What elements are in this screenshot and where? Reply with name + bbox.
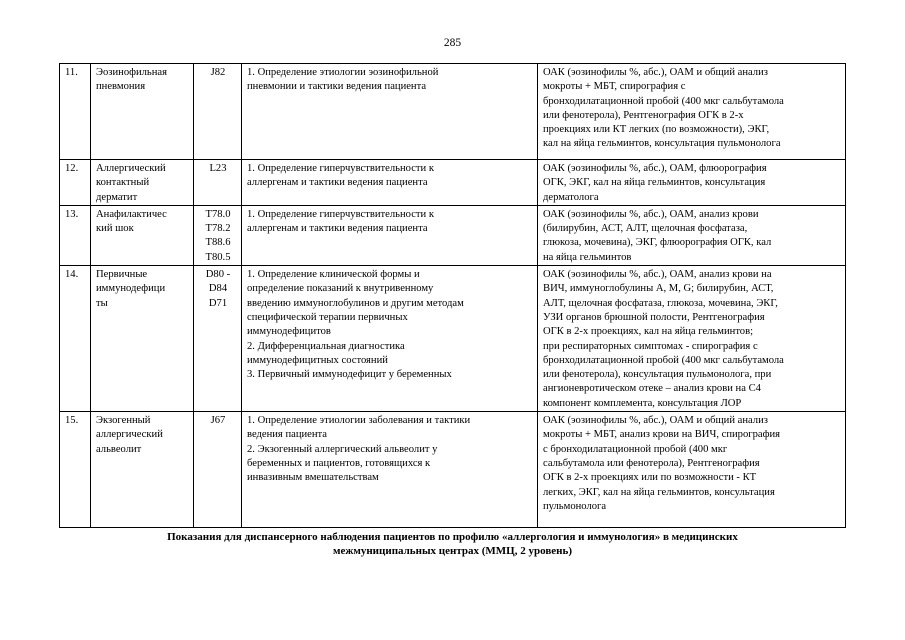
observation-purpose-line: 1. Определение клинической формы и [247,269,420,281]
disease-name-line: кий шок [96,223,134,235]
examinations-line: ОАК (эозинофилы %, абс.), ОАМ, анализ крови на [543,269,772,281]
icd-code-cell [194,412,242,528]
disease-name-cell [91,160,194,206]
examinations-line: АЛТ, щелочная фосфатаза, глюкоза, мочевина, ЭКГ, [543,297,778,309]
disease-name-cell [91,266,194,412]
examinations-line: ОАК (эозинофилы %, абс.), ОАМ и общий анализ [543,67,768,78]
row-number-cell [60,64,91,160]
examinations-line: (билирубин, АСТ, АЛТ, щелочная фосфатаза, [543,223,748,235]
section-heading-line: межмуниципальных центрах (ММЦ, 2 уровень) [333,545,572,557]
examinations-cell [538,160,846,206]
examinations-line: бронходилатационной пробой (400 мкг сальбутамола [543,354,784,366]
disease-name-line: альвеолит [96,443,142,455]
examinations-line: ОГК в 2-х проекциях, кал на яйца гельминтов; [543,326,754,338]
observation-purpose-line: пневмонии и тактики ведения пациента [247,81,427,93]
examinations-line: ОГК в 2-х проекциях или по возможности - КТ [543,472,757,484]
icd-code-line: L23 [209,163,227,174]
icd-code-line: T78.2 [205,223,231,235]
observation-purpose-cell [242,205,538,265]
examinations-line: пульмонолога [543,500,607,512]
row-number-cell [60,412,91,528]
examinations-line: сальбутамола или фенотерола), Рентгенография [543,457,760,469]
examinations-line: ОАК (эозинофилы %, абс.), ОАМ, флюорография [543,163,767,174]
examinations-line: компонент комплемента, консультация ЛОР [543,397,742,409]
observation-purpose-line: специфической терапии первичных [247,311,408,323]
table-row [60,412,846,528]
observation-purpose-line: 2. Дифференциальная диагностика [247,340,405,352]
examinations-line: мокроты + МБТ, спирография с [543,81,686,93]
examinations-line: или фенотерола), Рентгенография ОГК в 2-х [543,109,744,121]
disease-name-cell [91,205,194,265]
observation-purpose-line: беременных и пациентов, готовящихся к [247,457,431,469]
disease-name-line: иммунодефици [96,283,166,295]
disease-name-line: Аллергический [96,163,166,174]
examinations-line: дерматолога [543,191,599,203]
disease-name-line: ты [96,297,108,309]
disease-name-line: Эозинофильная [96,67,168,78]
examinations-line: на яйца гельминтов [543,251,632,263]
observation-purpose-line: введению иммуноглобулинов и другим методам [247,297,464,309]
icd-code-line: J67 [210,415,226,427]
examinations-line: кал на яйца гельминтов, консультация пульмонолога [543,138,781,150]
row-number: 13. [65,208,79,220]
disease-name-line: аллергический [96,429,163,441]
table-row [60,266,846,412]
table-row [60,64,846,160]
examinations-cell [538,205,846,265]
observation-purpose-line: аллергенам и тактики ведения пациента [247,223,428,235]
icd-code-cell [194,205,242,265]
page-number: 285 [443,37,462,49]
examinations-line: мокроты + МБТ, анализ крови на ВИЧ, спирография [543,429,781,441]
disease-name-cell [91,64,194,160]
icd-code-line: D71 [208,297,228,309]
observation-purpose-line: определение показаний к внутривенному [247,283,434,295]
row-number: 11. [65,67,78,78]
examinations-line: с бронходилатационной пробой (400 мкг [543,443,728,455]
table-body [60,64,846,528]
observation-purpose-line: 2. Экзогенный аллергический альвеолит у [247,443,438,455]
examinations-line: УЗИ органов брюшной полости, Рентгенография [543,311,765,323]
row-number-cell [60,160,91,206]
examinations-line: ОАК (эозинофилы %, абс.), ОАМ, анализ крови [543,208,759,220]
row-number: 12. [65,163,79,174]
row-number: 15. [65,415,79,427]
examinations-line: бронходилатационной пробой (400 мкг сальбутамола [543,95,784,107]
observation-purpose-cell [242,266,538,412]
icd-code-cell [194,64,242,160]
examinations-line: ОГК, ЭКГ, кал на яйца гельминтов, консультация [543,177,766,189]
examinations-cell [538,412,846,528]
table-row [60,160,846,206]
observation-purpose-line: ведения пациента [247,429,327,441]
icd-code-line: T80.5 [205,251,231,263]
section-heading-line: Показания для диспансерного наблюдения пациентов по профилю «аллергология и иммунология» в медицинских [167,531,738,543]
disease-name-line: Анафилактичес [96,208,167,220]
observation-purpose-line: 3. Первичный иммунодефицит у беременных [247,369,452,381]
icd-code-cell [194,160,242,206]
observation-purpose-line: 1. Определение гиперчувствительности к [247,163,435,174]
disease-name-line: пневмония [96,81,146,93]
row-number-cell [60,266,91,412]
observation-purpose-line: аллергенам и тактики ведения пациента [247,177,428,189]
observation-purpose-cell [242,64,538,160]
observation-purpose-cell [242,160,538,206]
observation-purpose-cell [242,412,538,528]
observation-purpose-line: 1. Определение этиологии заболевания и тактики [247,415,471,427]
section-heading [0,530,905,558]
disease-name-line: Экзогенный [96,415,151,427]
icd-code-line: D80 - [205,269,231,281]
examinations-line: легких, ЭКГ, кал на яйца гельминтов, консультация [543,486,775,498]
observation-purpose-line: иммунодефицитных состояний [247,354,388,366]
indications-table [59,63,846,528]
disease-name-cell [91,412,194,528]
examinations-line: ВИЧ, иммуноглобулины A, M, G; билирубин, АСТ, [543,283,774,295]
examinations-cell [538,64,846,160]
examinations-line: глюкоза, мочевина), ЭКГ, флюорография ОГК, кал [543,237,772,249]
observation-purpose-line: иммунодефицитов [247,326,331,338]
row-number-cell [60,205,91,265]
examinations-line: ОАК (эозинофилы %, абс.), ОАМ и общий анализ [543,415,768,427]
observation-purpose-line: инвазивным вмешательствам [247,472,379,484]
examinations-line: при респираторных симптомах - спирография с [543,340,758,352]
examinations-line: ангионевротическом отеке – анализ крови на С4 [543,383,761,395]
table-row [60,205,846,265]
icd-code-line: T78.0 [205,208,231,220]
disease-name-line: контактный [96,177,150,189]
observation-purpose-line: 1. Определение этиологии эозинофильной [247,67,439,78]
observation-purpose-line: 1. Определение гиперчувствительности к [247,208,435,220]
row-number: 14. [65,269,79,281]
icd-code-line: J82 [210,67,226,78]
icd-code-line: D84 [208,283,228,295]
examinations-cell [538,266,846,412]
disease-name-line: Первичные [96,269,148,281]
icd-code-cell [194,266,242,412]
icd-code-line: T88.6 [205,237,231,249]
examinations-line: проекциях или КТ легких (по возможности), ЭКГ, [543,124,770,136]
disease-name-line: дерматит [96,191,138,203]
examinations-line: или фенотерола), консультация пульмонолога, при [543,369,772,381]
